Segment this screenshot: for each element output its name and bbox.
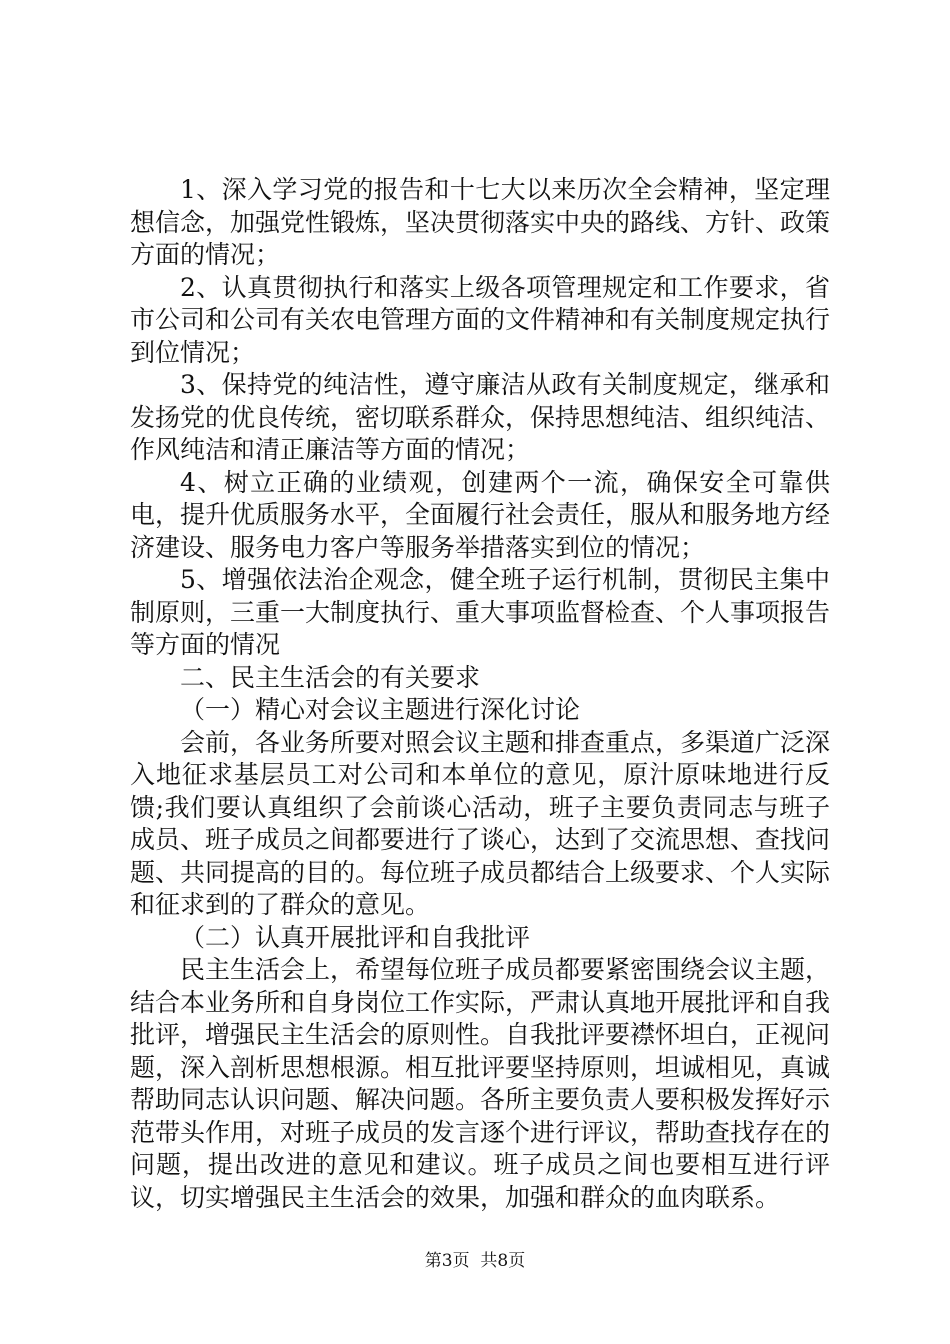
subsection-heading-1: （一）精心对会议主题进行深化讨论 [180,695,581,724]
paragraph-criticism: 民主生活会上，希望每位班子成员都要紧密围绕会议主题，结合本业务所和自身岗位工作实际，严肃认真地开展批评和自我批评，增强民主生活会的原则性。自我批评要襟怀坦白，正视问题，深入剖析思想根源。相互批评要坚持原则，坦诚相见，真诚帮助同志认识问题、解决问题。各所主要负责人要积极发挥好示范带头作用，对班子成员的发言逐个进行评议，帮助查找存在的问题，提出改进的意见和建议。班子成员之间也要相互进行评议，切实增强民主生活会的效果，加强和群众的血肉联系。 [130,955,831,1212]
paragraph-item-5: 5、增强依法治企观念，健全班子运行机制，贯彻民主集中制原则，三重一大制度执行、重大事项监督检查、个人事项报告等方面的情况 [130,565,831,659]
section-heading: 二、民主生活会的有关要求 [180,662,481,692]
paragraph-item-4: 4、树立正确的业绩观，创建两个一流，确保安全可靠供电，提升优质服务水平，全面履行社会责任，服从和服务地方经济建设、服务电力客户等服务举措落实到位的情况； [130,467,831,562]
subsection-heading-2: （二）认真开展批评和自我批评 [180,922,531,952]
paragraph-item-3: 3、保持党的纯洁性，遵守廉洁从政有关制度规定，继承和发扬党的优良传统，密切联系群众，保持思想纯洁、组织纯洁、作风纯洁和清正廉洁等方面的情况； [130,370,831,464]
paragraph-item-2: 2、认真贯彻执行和落实上级各项管理规定和工作要求，省市公司和公司有关农电管理方面的文件精神和有关制度规定执行到位情况； [130,272,831,367]
page-footer: 第3页 共8页 [424,1251,526,1271]
document-body [130,174,830,1214]
paragraph-item-1: 1、深入学习党的报告和十七大以来历次全会精神，坚定理想信念，加强党性锻炼，坚决贯彻落实中央的路线、方针、政策方面的情况； [130,175,831,269]
paragraph-pre-meeting: 会前，各业务所要对照会议主题和排查重点，多渠道广泛深入地征求基层员工对公司和本单位的意见，原汁原味地进行反馈;我们要认真组织了会前谈心活动，班子主要负责同志与班子成员、班子成员之间都要进行了谈心，达到了交流思想、查找问题、共同提高的目的。每位班子成员都结合上级要求、个人实际和征求到的了群众的意见。 [130,727,831,919]
